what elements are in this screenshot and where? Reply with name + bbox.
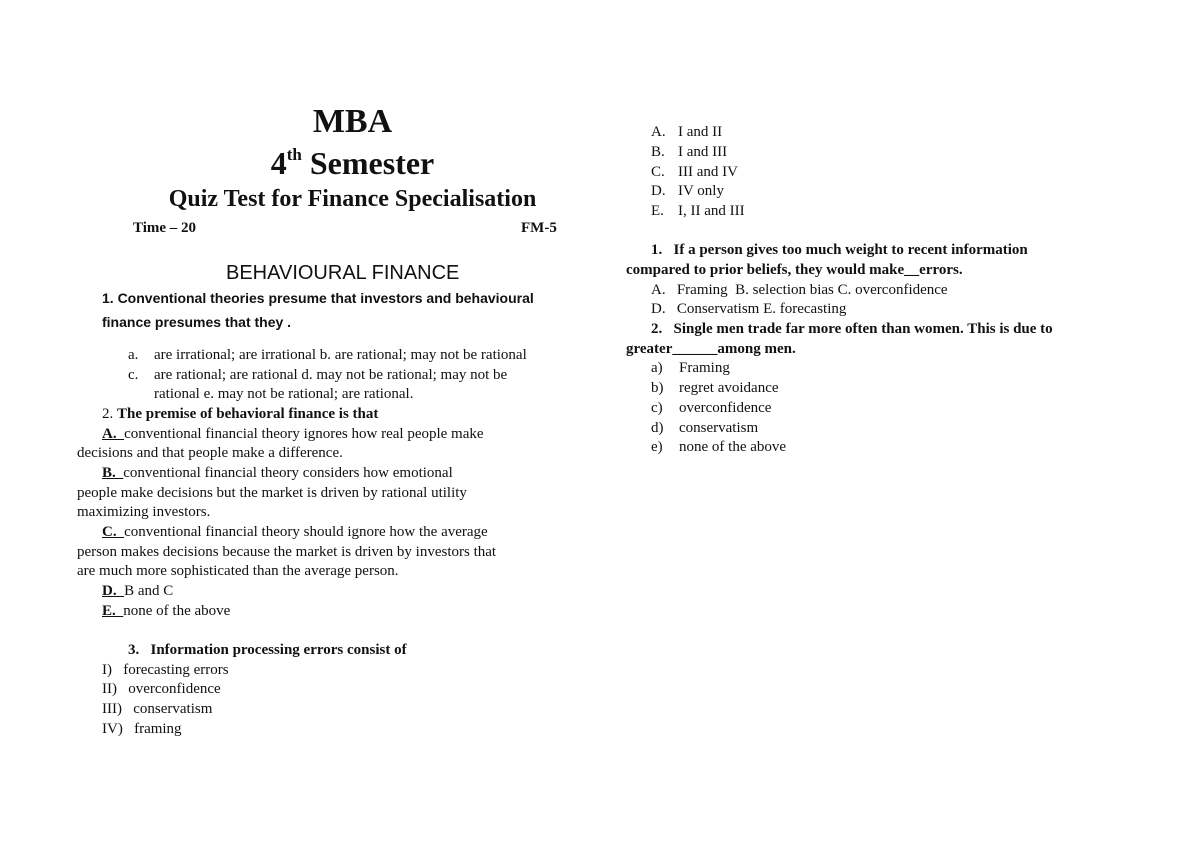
- q3-item-marker: I): [102, 662, 112, 678]
- q1-option-a: are irrational; are irrational b. are rational; may not be rational: [154, 347, 527, 363]
- q5-option-marker: e): [651, 439, 663, 455]
- semester-word: Semester: [309, 145, 435, 181]
- q2-option-b-line2: people make decisions but the market is driven by rational utility: [77, 485, 467, 501]
- q2-option-d: [102, 582, 173, 602]
- q1-question-line1: 1. Conventional theories presume that investors and behavioural: [102, 290, 534, 306]
- q1-question-line2: finance presumes that they .: [102, 314, 292, 330]
- page-title: MBA: [312, 103, 393, 140]
- q3-item-text: framing: [134, 721, 182, 737]
- q4-question-line1: 1. If a person gives too much weight to recent information: [651, 242, 1028, 258]
- q3-option-marker: D.: [651, 183, 666, 199]
- q2-option-a-text: conventional financial theory ignores how real people make: [124, 426, 484, 442]
- q2-option-a-line2: decisions and that people make a difference.: [77, 445, 343, 461]
- q5-option-marker: b): [651, 380, 664, 396]
- semester-title: [0, 145, 705, 182]
- q5-option-text: conservatism: [679, 420, 759, 436]
- q3-item-text: conservatism: [133, 701, 213, 717]
- q2-option-c-text: conventional financial theory should ignore how the average: [124, 524, 488, 540]
- q3-item-marker: II): [102, 681, 117, 697]
- q2-option-c-line3: are much more sophisticated than the average person.: [77, 563, 399, 579]
- q3-option-marker: E.: [651, 203, 664, 219]
- q4-options-line2: D. Conservatism E. forecasting: [651, 301, 847, 317]
- q3-option-marker: C.: [651, 164, 665, 180]
- q2-option-e-text: none of the above: [123, 603, 231, 619]
- q5-question-line2: greater______among men.: [626, 341, 796, 357]
- q2-option-b-text: conventional financial theory considers how emotional: [123, 465, 453, 481]
- q5-option-marker: a): [651, 360, 663, 376]
- q3-item-text: overconfidence: [128, 681, 221, 697]
- q5-question-line1: 2. Single men trade far more often than women. This is due to: [651, 321, 1053, 337]
- q5-option-text: overconfidence: [679, 400, 772, 416]
- q2-option-c-line1: [102, 523, 488, 543]
- q3-option-text: I and III: [678, 144, 728, 160]
- q3-item: [102, 661, 229, 681]
- q1-option-c: are rational; are rational d. may not be rational; may not be: [154, 367, 508, 383]
- q3-item-text: forecasting errors: [123, 662, 229, 678]
- q3-option-text: III and IV: [678, 164, 738, 180]
- q3-item: [102, 700, 212, 720]
- q5-option-text: none of the above: [679, 439, 787, 455]
- q1-option-marker-a: a.: [128, 347, 139, 363]
- semester-superscript: th: [286, 145, 302, 165]
- semester-number: 4: [270, 145, 287, 181]
- full-marks-label: FM-5: [521, 220, 557, 236]
- q2-option-b-label: B.: [102, 465, 124, 481]
- q2-option-c-label: C.: [102, 524, 125, 540]
- q3-option-text: IV only: [678, 183, 724, 199]
- q2-option-b-line3: maximizing investors.: [77, 504, 211, 520]
- q2-option-e-label: E.: [102, 603, 124, 619]
- q5-option-marker: d): [651, 420, 664, 436]
- q5-option-marker: c): [651, 400, 663, 416]
- q2-option-d-text: B and C: [124, 583, 174, 599]
- q4-options-line1: A. Framing B. selection bias C. overconfidence: [651, 282, 948, 298]
- q1-option-continuation: rational e. may not be rational; are rational.: [154, 386, 414, 402]
- quiz-subtitle: Quiz Test for Finance Specialisation: [168, 186, 537, 212]
- section-heading: BEHAVIOURAL FINANCE: [226, 262, 460, 284]
- q2-option-a-label: A.: [102, 426, 125, 442]
- q3-item-marker: III): [102, 701, 122, 717]
- q5-option-text: regret avoidance: [679, 380, 779, 396]
- q2-number: 2.: [102, 406, 114, 422]
- q3-item-marker: IV): [102, 721, 123, 737]
- q2-option-b-line1: [102, 464, 453, 484]
- q2-option-a-line1: [102, 425, 484, 445]
- q2-option-c-line2: person makes decisions because the market is driven by investors that: [77, 544, 497, 560]
- q1-option-marker-c: c.: [128, 367, 139, 383]
- q3-question: 3. Information processing errors consist of: [128, 642, 407, 658]
- q4-question-line2: compared to prior beliefs, they would make__errors.: [626, 262, 963, 278]
- q2-option-e: [102, 602, 230, 622]
- q3-option-text: I and II: [678, 124, 723, 140]
- q3-item: [102, 680, 221, 700]
- q3-option-marker: A.: [651, 124, 666, 140]
- q3-item: [102, 720, 182, 740]
- q5-option-text: Framing: [679, 360, 730, 376]
- time-label: Time – 20: [133, 220, 197, 236]
- q2-question-text: The premise of behavioral finance is that: [117, 406, 379, 422]
- q2-option-d-label: D.: [102, 583, 125, 599]
- q3-option-marker: B.: [651, 144, 665, 160]
- q2-question: [102, 405, 378, 425]
- q3-option-text: I, II and III: [678, 203, 745, 219]
